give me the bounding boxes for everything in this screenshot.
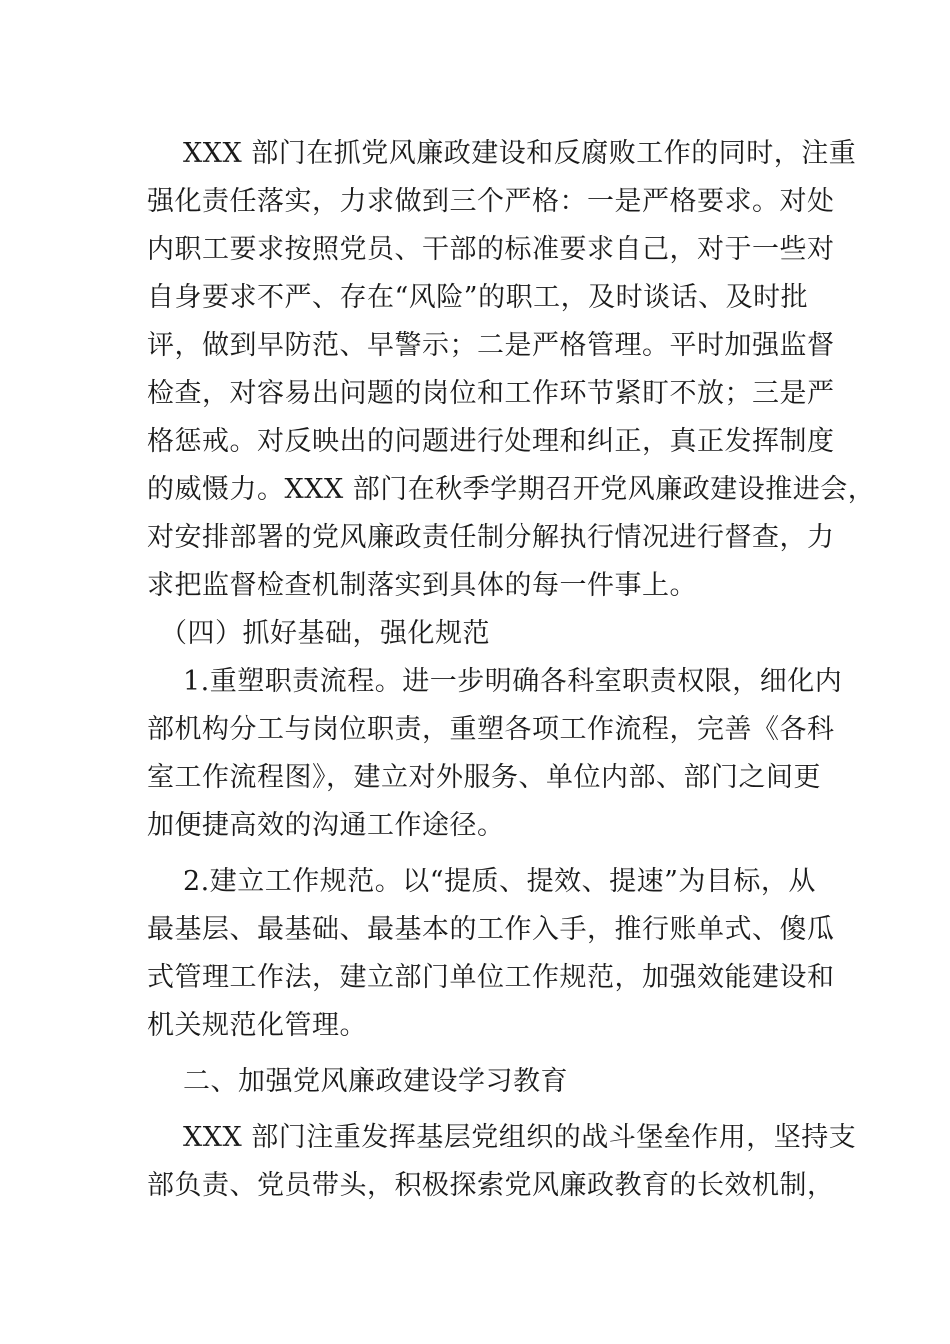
paragraph-1-line-6: 检查，对容易出问题的岗位和工作环节紧盯不放；三是严 bbox=[147, 378, 835, 409]
item-2-line-2: 最基层、最基础、最基本的工作入手，推行账单式、傻瓜 bbox=[147, 914, 835, 945]
section-heading-2: 二、加强党风廉政建设学习教育 bbox=[183, 1066, 568, 1097]
item-2-line-1: 2.建立工作规范。以“提质、提效、提速”为目标，从 bbox=[183, 866, 816, 897]
paragraph-1-line-4: 自身要求不严、存在“风险”的职工，及时谈话、及时批 bbox=[147, 282, 809, 313]
item-1-line-2: 部机构分工与岗位职责，重塑各项工作流程，完善《各科 bbox=[147, 714, 835, 745]
paragraph-2-line-1: XXX 部门注重发挥基层党组织的战斗堡垒作用，坚持支 bbox=[183, 1122, 857, 1153]
item-1-line-1: 1.重塑职责流程。进一步明确各科室职责权限，细化内 bbox=[183, 666, 843, 697]
paragraph-1-line-1: XXX 部门在抓党风廉政建设和反腐败工作的同时，注重 bbox=[183, 138, 857, 169]
paragraph-1-line-10: 求把监督检查机制落实到具体的每一件事上。 bbox=[147, 570, 697, 601]
paragraph-1-line-9: 对安排部署的党风廉政责任制分解执行情况进行督查，力 bbox=[147, 522, 835, 553]
paragraph-1-line-5: 评，做到早防范、早警示；二是严格管理。平时加强监督 bbox=[147, 330, 835, 361]
item-1-line-4: 加便捷高效的沟通工作途径。 bbox=[147, 810, 505, 841]
paragraph-1-line-7: 格惩戒。对反映出的问题进行处理和纠正，真正发挥制度 bbox=[147, 426, 835, 457]
paragraph-1-line-3: 内职工要求按照党员、干部的标准要求自己，对于一些对 bbox=[147, 234, 835, 265]
item-2-line-3: 式管理工作法，建立部门单位工作规范，加强效能建设和 bbox=[147, 962, 835, 993]
section-heading-4: （四）抓好基础，强化规范 bbox=[160, 618, 490, 649]
paragraph-1-line-8: 的威慑力。XXX 部门在秋季学期召开党风廉政建设推进会， bbox=[147, 474, 876, 505]
paragraph-2-line-2: 部负责、党员带头，积极探索党风廉政教育的长效机制， bbox=[147, 1170, 835, 1201]
item-1-line-3: 室工作流程图》，建立对外服务、单位内部、部门之间更 bbox=[147, 762, 821, 793]
paragraph-1-line-2: 强化责任落实，力求做到三个严格：一是严格要求。对处 bbox=[147, 186, 835, 217]
item-2-line-4: 机关规范化管理。 bbox=[147, 1010, 367, 1041]
